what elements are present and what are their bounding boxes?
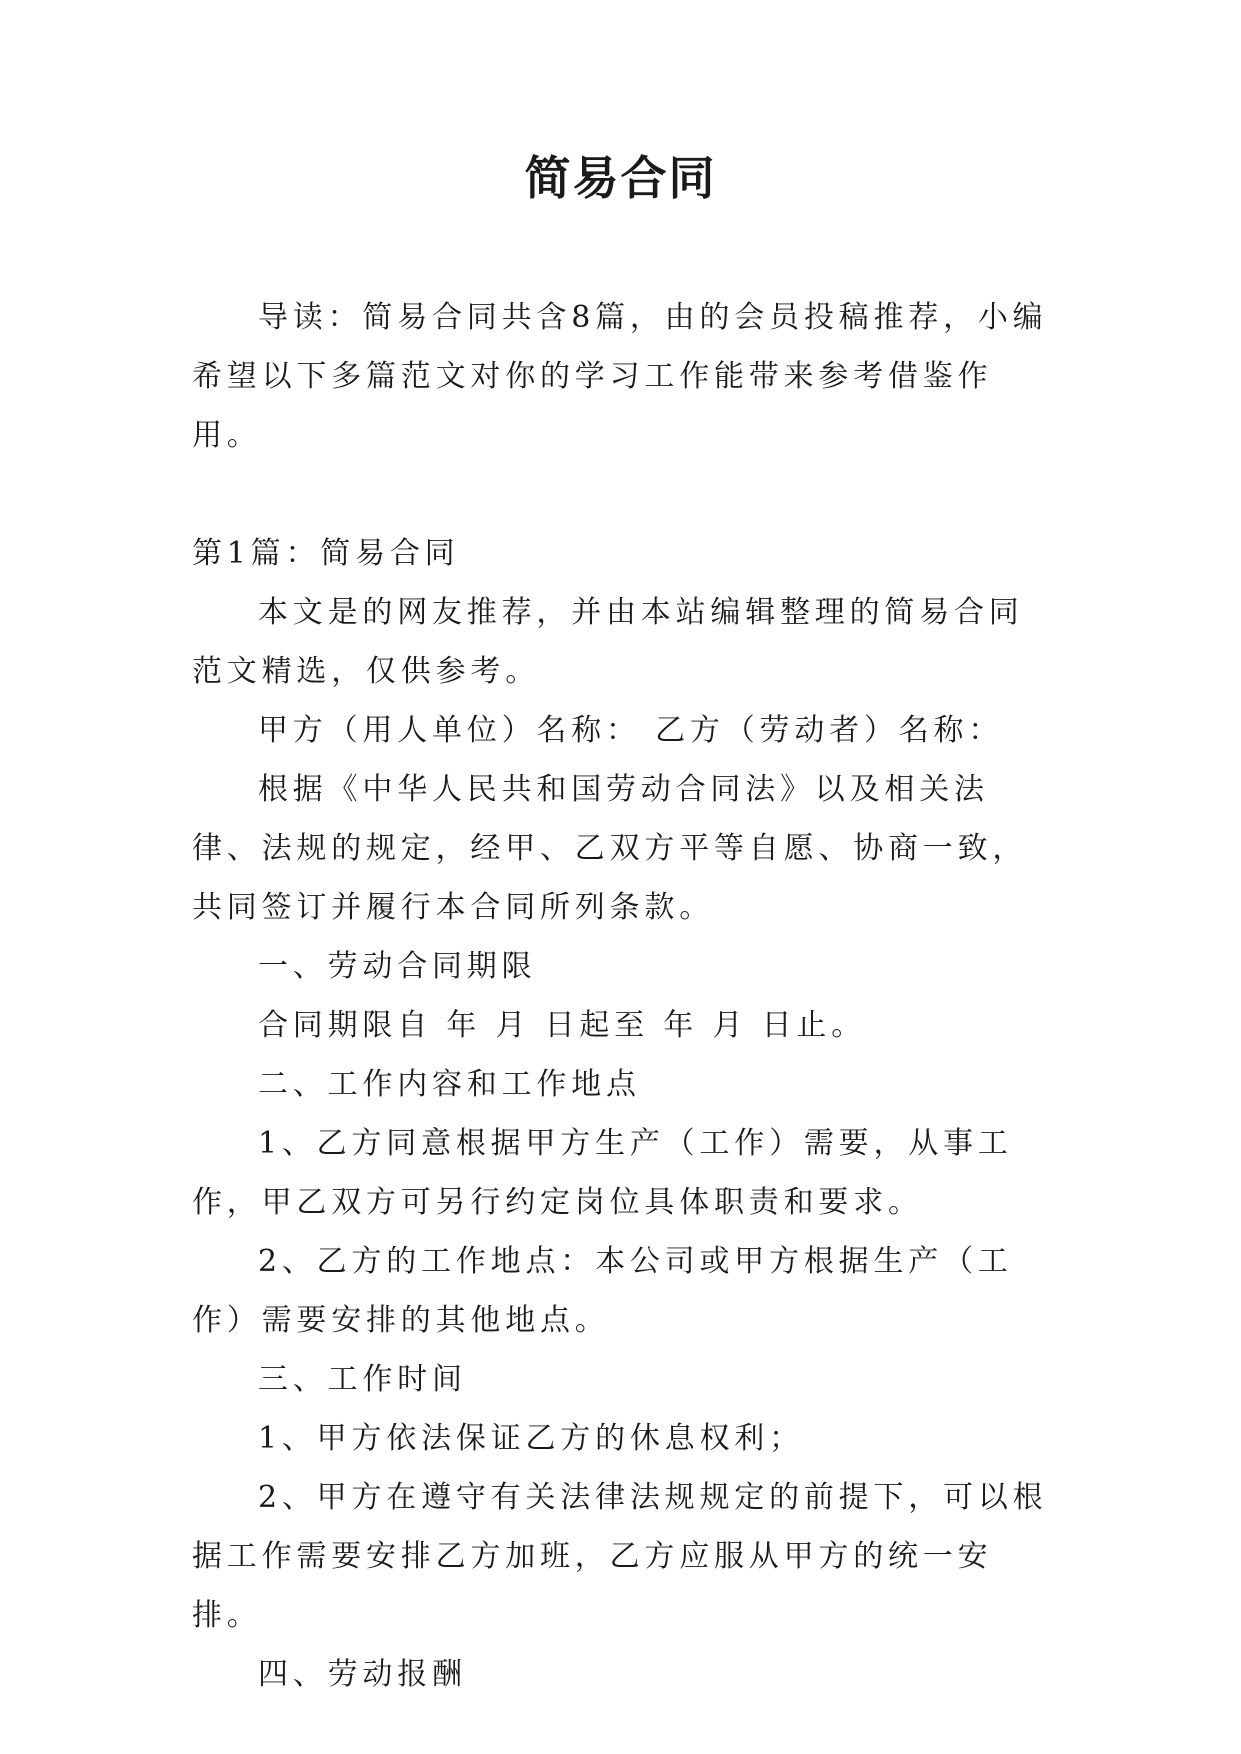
- paragraph-source-note: 本文是的网友推荐，并由本站编辑整理的简易合同范文精选，仅供参考。: [192, 595, 1024, 689]
- paragraph-contract-period: 合同期限自 年 月 日起至 年 月 日止。: [258, 1008, 867, 1043]
- clause-heading-contract-term: 一、劳动合同期限: [258, 949, 537, 984]
- paragraph-overtime: 2、甲方在遵守有关法律法规规定的前提下，可以根据工作需要安排乙方加班，乙方应服从甲方的统一安排。: [192, 1480, 1048, 1633]
- paragraph-party-names: 甲方（用人单位）名称： 乙方（劳动者）名称：: [258, 713, 1004, 748]
- section-heading: 第1篇：简易合同: [192, 536, 460, 571]
- document-title: 简易合同: [524, 151, 717, 205]
- paragraph-rest-rights: 1、甲方依法保证乙方的休息权利；: [258, 1421, 804, 1456]
- paragraph-work-duty: 1、乙方同意根据甲方生产（工作）需要，从事工作，甲乙双方可另行约定岗位具体职责和要求。: [192, 1126, 1013, 1220]
- intro-paragraph: 导读：简易合同共含8篇，由的会员投稿推荐，小编希望以下多篇范文对你的学习工作能带来参考借鉴作用。: [192, 300, 1048, 453]
- document-body: [192, 288, 1052, 1704]
- clause-heading-remuneration: 四、劳动报酬: [258, 1657, 467, 1692]
- clause-heading-work-time: 三、工作时间: [258, 1362, 467, 1397]
- paragraph-legal-basis: 根据《中华人民共和国劳动合同法》以及相关法律、法规的规定，经甲、乙双方平等自愿、协商一致，共同签订并履行本合同所列条款。: [192, 772, 1028, 925]
- clause-heading-work-content: 二、工作内容和工作地点: [258, 1067, 641, 1102]
- paragraph-work-location: 2、乙方的工作地点：本公司或甲方根据生产（工作）需要安排的其他地点。: [192, 1244, 1013, 1338]
